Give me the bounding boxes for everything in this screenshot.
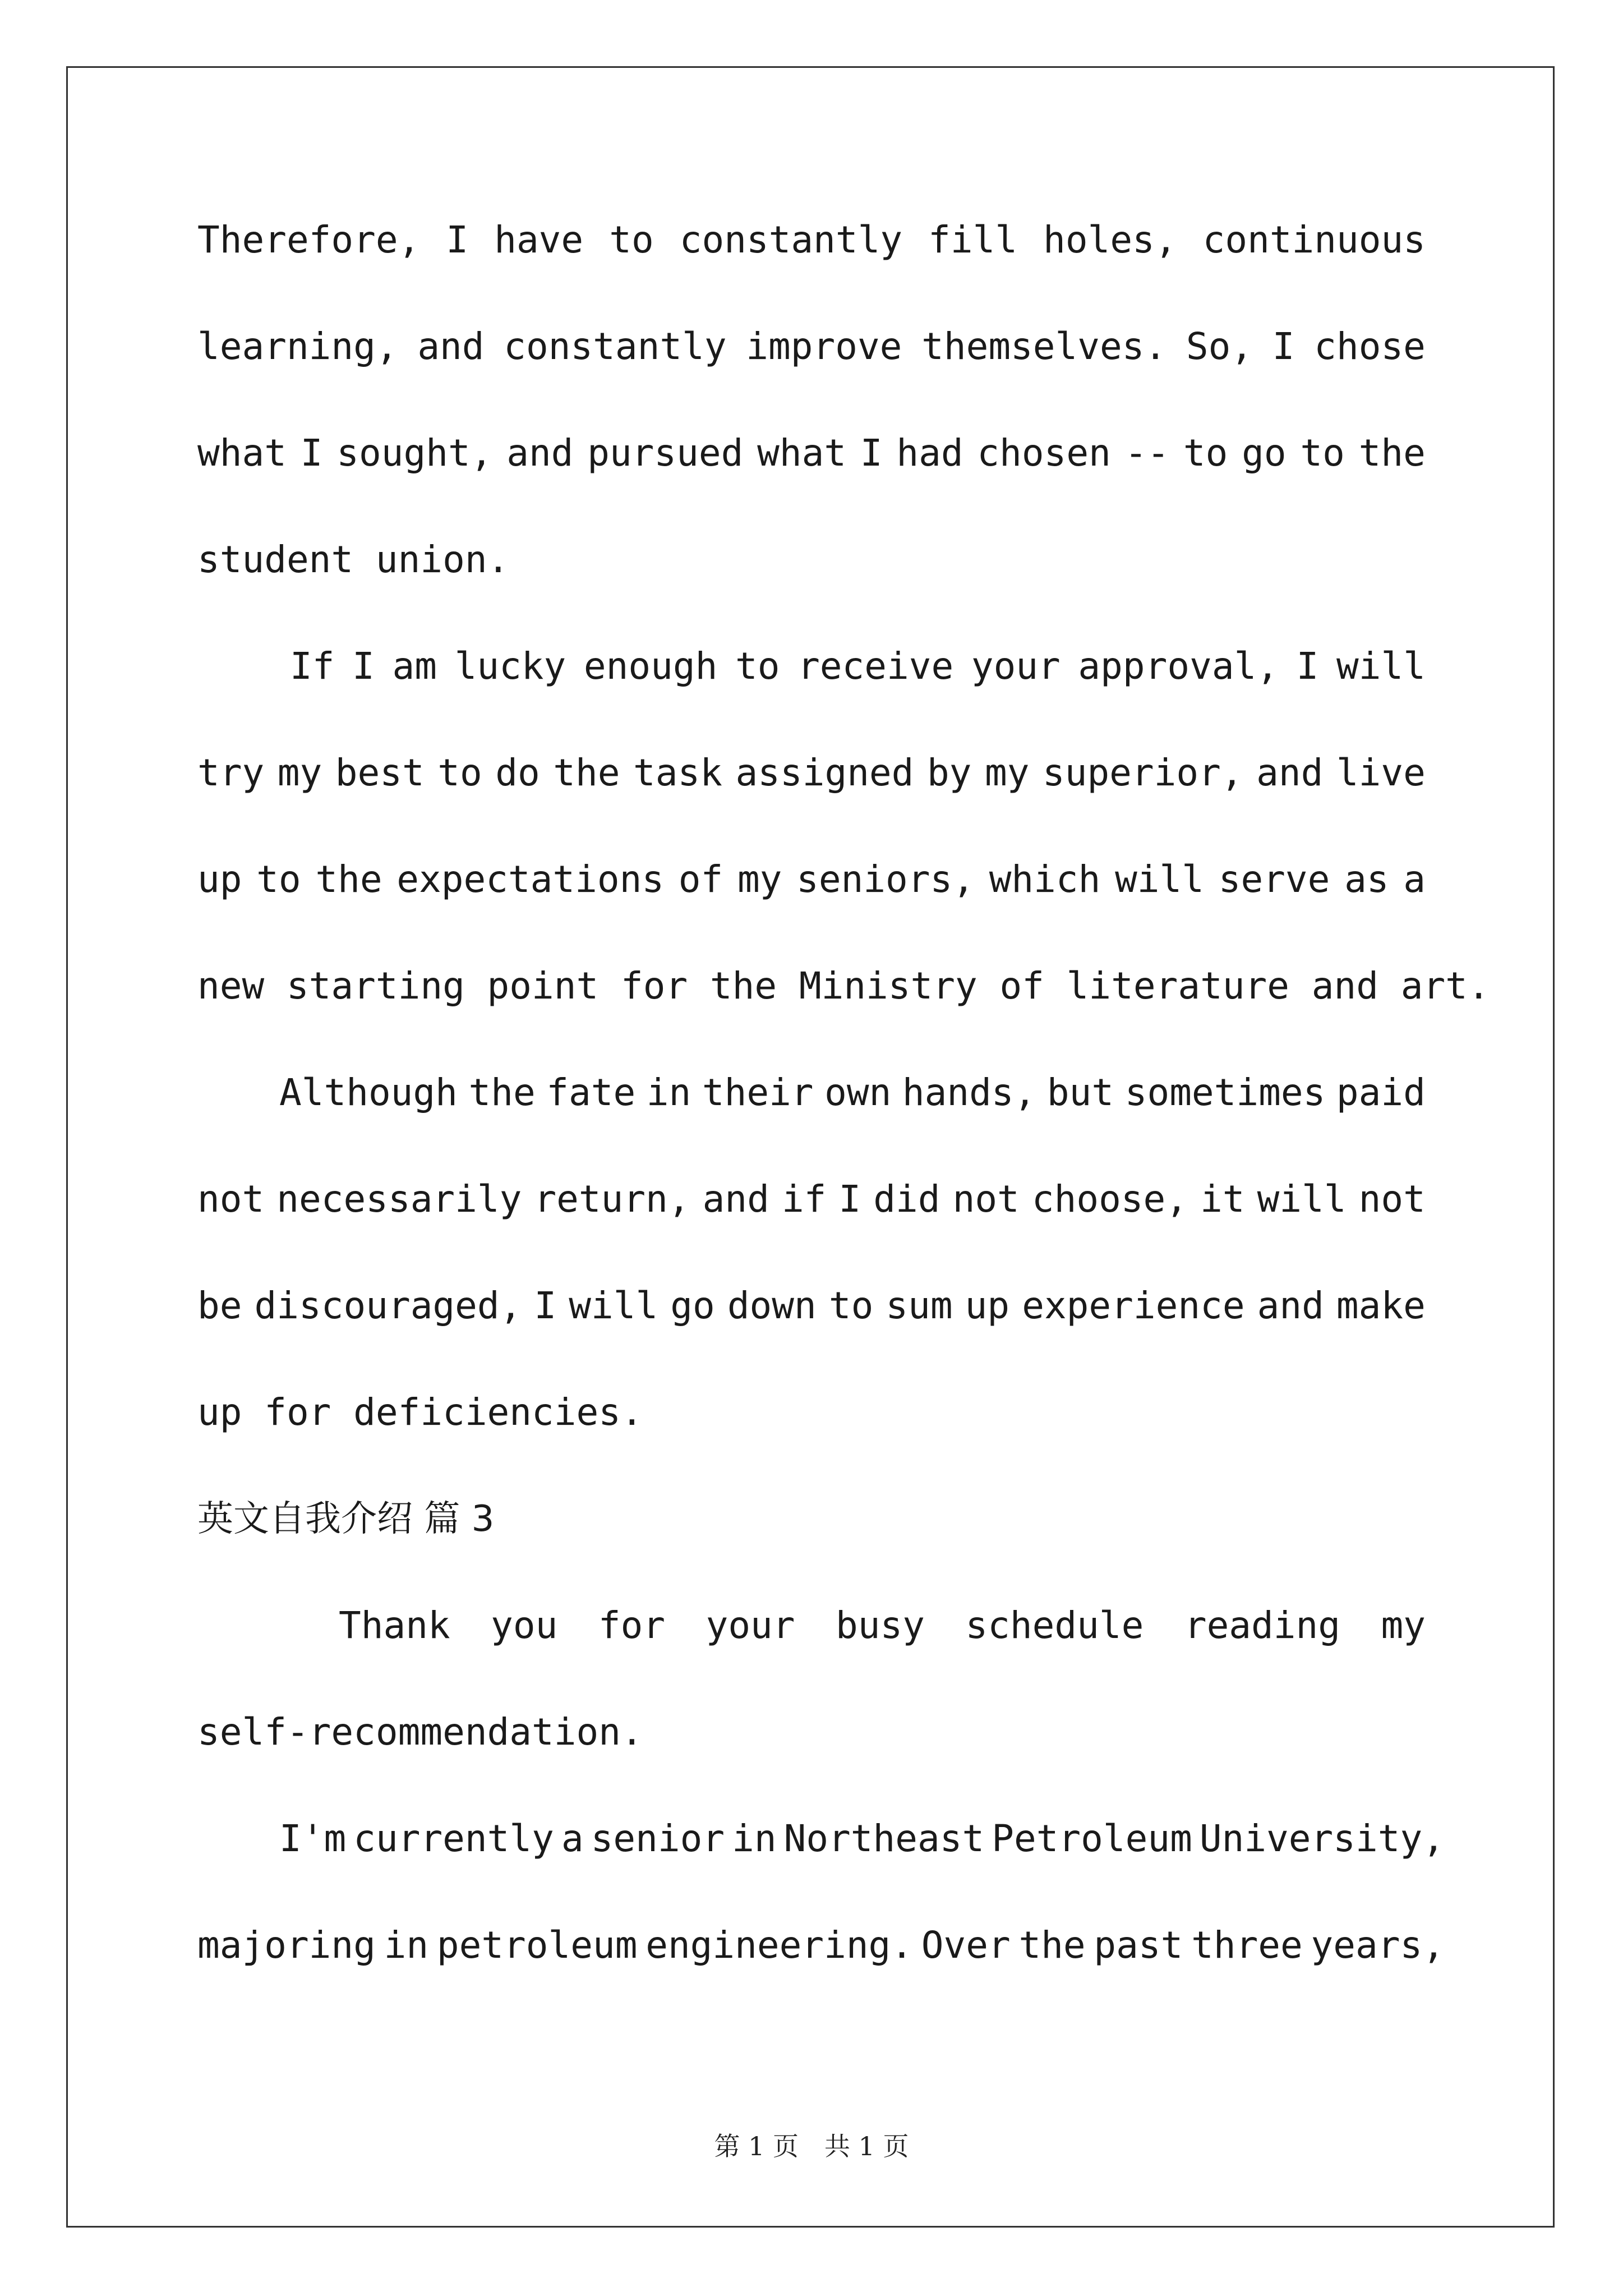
text-line: [279, 1065, 1426, 1121]
text-line: [339, 1598, 1426, 1654]
word: not: [197, 1177, 265, 1221]
word: fill: [928, 218, 1018, 261]
word: assigned: [735, 751, 914, 794]
word: I'm: [279, 1817, 347, 1860]
word: sought,: [336, 431, 493, 475]
word: experience: [1022, 1284, 1245, 1327]
text-line: [197, 1917, 1445, 1973]
word: I: [534, 1284, 557, 1327]
word: to: [256, 858, 301, 901]
word: Petroleum: [992, 1817, 1192, 1860]
word: busy: [836, 1604, 925, 1647]
word: superior,: [1042, 751, 1243, 794]
word: if: [781, 1177, 827, 1221]
text-line: student union.: [197, 538, 510, 581]
word: it: [1200, 1177, 1245, 1221]
word: enough: [583, 645, 718, 688]
word: constantly: [504, 325, 727, 368]
word: the: [1018, 1924, 1086, 1967]
word: live: [1336, 751, 1426, 794]
word: learning,: [197, 325, 398, 368]
word: will: [1336, 645, 1426, 688]
word: serve: [1218, 858, 1330, 901]
word: chosen: [977, 431, 1111, 475]
word: and: [1257, 1284, 1324, 1327]
word: fate: [546, 1071, 636, 1114]
word: necessarily: [276, 1177, 522, 1221]
word: seniors,: [796, 858, 975, 901]
word: currently: [353, 1817, 554, 1860]
word: past: [1094, 1924, 1183, 1967]
word: the: [468, 1071, 536, 1114]
text-line: [197, 745, 1426, 801]
word: did: [873, 1177, 940, 1221]
word: years,: [1311, 1924, 1445, 1967]
word: their: [702, 1071, 814, 1114]
word: three: [1191, 1924, 1303, 1967]
word: will: [1115, 858, 1205, 901]
word: receive: [797, 645, 954, 688]
word: engineering.: [645, 1924, 914, 1967]
word: to: [437, 751, 482, 794]
word: be: [197, 1284, 242, 1327]
word: and: [417, 325, 485, 368]
word: schedule: [965, 1604, 1144, 1647]
word: University,: [1199, 1817, 1445, 1860]
word: go: [1242, 431, 1287, 475]
word: So,: [1186, 325, 1253, 368]
word: I: [446, 218, 469, 261]
word: my: [1381, 1604, 1426, 1647]
text-line: self-recommendation.: [197, 1710, 643, 1754]
word: of: [678, 858, 723, 901]
text-line: [197, 212, 1426, 268]
word: by: [926, 751, 972, 794]
page-border: [66, 66, 1555, 2228]
word: holes,: [1043, 218, 1177, 261]
word: I: [1296, 645, 1319, 688]
word: for: [598, 1604, 666, 1647]
word: in: [732, 1817, 777, 1860]
word: Northeast: [783, 1817, 985, 1860]
word: will: [569, 1284, 658, 1327]
word: to: [1300, 431, 1345, 475]
word: approval,: [1078, 645, 1279, 688]
word: I: [352, 645, 375, 688]
word: chose: [1314, 325, 1426, 368]
word: to: [735, 645, 780, 688]
word: to: [828, 1284, 874, 1327]
word: my: [984, 751, 1030, 794]
word: your: [971, 645, 1061, 688]
word: had: [896, 431, 963, 475]
word: up: [965, 1284, 1010, 1327]
word: If: [290, 645, 335, 688]
word: petroleum: [436, 1924, 638, 1967]
word: task: [633, 751, 722, 794]
text-line: [197, 852, 1426, 908]
word: my: [737, 858, 782, 901]
word: but: [1046, 1071, 1114, 1114]
word: improve: [746, 325, 902, 368]
word: as: [1344, 858, 1389, 901]
word: and: [702, 1177, 769, 1221]
word: what: [757, 431, 847, 475]
text-line: [290, 638, 1426, 694]
word: the: [1358, 431, 1426, 475]
word: I: [838, 1177, 861, 1221]
text-line: [197, 1171, 1426, 1227]
word: my: [277, 751, 322, 794]
text-line: new starting point for the Ministry of literature and art.: [197, 964, 1490, 1007]
word: to: [1183, 431, 1228, 475]
word: not: [1358, 1177, 1426, 1221]
word: reading: [1184, 1604, 1340, 1647]
word: make: [1336, 1284, 1426, 1327]
page-footer: [0, 2126, 1623, 2163]
word: which: [989, 858, 1101, 901]
word: you: [491, 1604, 558, 1647]
word: own: [824, 1071, 892, 1114]
word: return,: [534, 1177, 690, 1221]
word: I: [860, 431, 883, 475]
word: sum: [886, 1284, 953, 1327]
word: do: [495, 751, 540, 794]
word: up: [197, 858, 242, 901]
word: try: [197, 751, 265, 794]
word: to: [609, 218, 654, 261]
word: Although: [279, 1071, 458, 1114]
word: a: [561, 1817, 584, 1860]
word: discouraged,: [254, 1284, 522, 1327]
word: your: [706, 1604, 795, 1647]
word: I: [1272, 325, 1295, 368]
word: constantly: [679, 218, 903, 261]
word: Therefore,: [197, 218, 421, 261]
word: lucky: [454, 645, 566, 688]
word: sometimes: [1124, 1071, 1326, 1114]
word: in: [384, 1924, 429, 1967]
word: in: [646, 1071, 691, 1114]
word: paid: [1336, 1071, 1426, 1114]
word: Thank: [339, 1604, 450, 1647]
word: themselves.: [921, 325, 1167, 368]
word: am: [392, 645, 437, 688]
word: and: [506, 431, 574, 475]
text-line: [197, 319, 1426, 375]
word: --: [1124, 431, 1170, 475]
text-line: up for deficiencies.: [197, 1391, 643, 1434]
word: pursued: [587, 431, 744, 475]
word: go: [670, 1284, 715, 1327]
word: best: [335, 751, 425, 794]
word: down: [727, 1284, 817, 1327]
word: I: [300, 431, 323, 475]
word: not: [952, 1177, 1020, 1221]
word: the: [315, 858, 382, 901]
word: what: [197, 431, 287, 475]
word: expectations: [396, 858, 665, 901]
word: senior: [591, 1817, 725, 1860]
section-heading: 英文自我介绍 篇 3: [197, 1498, 495, 1540]
word: majoring: [197, 1924, 376, 1967]
word: continuous: [1202, 218, 1426, 261]
text-line: [197, 425, 1426, 481]
word: and: [1256, 751, 1324, 794]
text-line: [197, 1278, 1426, 1334]
text-line: [279, 1811, 1445, 1867]
word: a: [1403, 858, 1426, 901]
word: have: [494, 218, 584, 261]
word: hands,: [902, 1071, 1036, 1114]
word: the: [553, 751, 620, 794]
word: choose,: [1031, 1177, 1188, 1221]
word: will: [1257, 1177, 1347, 1221]
page-number-label: 第 1 页 共 1 页: [714, 2131, 909, 2161]
word: Over: [921, 1924, 1011, 1967]
